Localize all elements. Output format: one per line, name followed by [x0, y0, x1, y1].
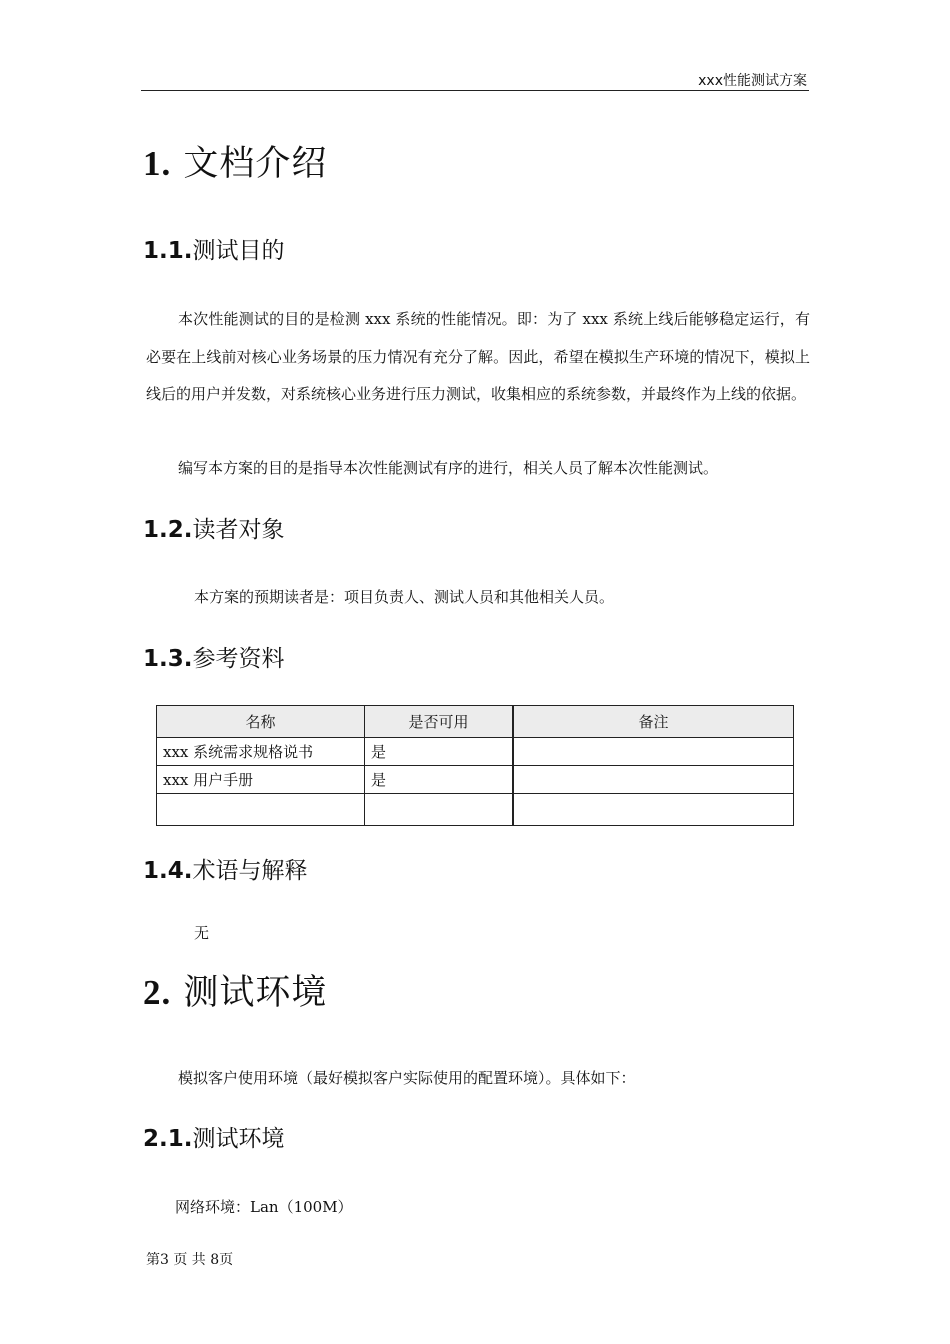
- heading-1-1-title: 测试目的: [192, 238, 285, 264]
- heading-1-3-title: 参考资料: [192, 646, 285, 672]
- table-header-row: [157, 706, 794, 738]
- table-cell: xxx 系统需求规格说书: [157, 738, 365, 766]
- table-cell: [157, 794, 365, 826]
- purpose-paragraph-2: 编写本方案的目的是指导本次性能测试有序的进行，相关人员了解本次性能测试。: [178, 459, 719, 477]
- environment-intro-text: 模拟客户使用环境（最好模拟客户实际使用的配置环境）。具体如下：: [178, 1069, 636, 1087]
- table-cell: [513, 794, 794, 826]
- column-header-remarks: 备注: [513, 706, 794, 738]
- table-cell: [513, 766, 794, 794]
- heading-1-4-title: 术语与解释: [192, 858, 308, 884]
- column-header-available: 是否可用: [365, 706, 514, 738]
- heading-1-1: [143, 232, 284, 265]
- page-header-title: xxx性能测试方案: [698, 73, 807, 89]
- heading-2-1-number: 2.1.: [143, 1126, 193, 1152]
- table-cell: 是: [365, 766, 514, 794]
- heading-2-title: 测试环境: [183, 973, 328, 1013]
- heading-1-2-title: 读者对象: [192, 517, 285, 543]
- heading-1-4-number: 1.4.: [143, 858, 193, 884]
- heading-2: [143, 965, 327, 1015]
- heading-1: [143, 136, 327, 186]
- heading-1-title: 文档介绍: [183, 144, 328, 184]
- network-environment-text: 网络环境：Lan（100M）: [175, 1198, 353, 1216]
- heading-1-number: 1.: [143, 144, 172, 183]
- column-header-name: 名称: [157, 706, 365, 738]
- heading-1-3-number: 1.3.: [143, 646, 193, 672]
- page-footer: 第3 页 共 8页: [146, 1252, 234, 1268]
- heading-1-4: [143, 852, 307, 885]
- table-row: [157, 766, 794, 794]
- terms-text: 无: [194, 924, 210, 942]
- header-divider: [141, 90, 809, 91]
- purpose-paragraph-1: 本次性能测试的目的是检测 xxx 系统的性能情况。即：为了 xxx 系统上线后能够稳定运行，有必要在上线前对核心业务场景的压力情况有充分了解。因此，希望在模拟生产环境的情况下，模拟上线后的用户并发数，对系统核心业务进行压力测试，收集相应的系统参数，并最终作为上线的依据。: [146, 310, 810, 403]
- audience-text: 本方案的预期读者是：项目负责人、测试人员和其他相关人员。: [194, 588, 615, 606]
- table-cell: xxx 用户手册: [157, 766, 365, 794]
- table-row: [157, 794, 794, 826]
- heading-1-1-number: 1.1.: [143, 238, 193, 264]
- heading-1-2: [143, 511, 284, 544]
- heading-2-1: [143, 1120, 284, 1153]
- heading-1-3: [143, 640, 284, 673]
- table-row: [157, 738, 794, 766]
- reference-table: [156, 705, 794, 826]
- table-cell: [513, 738, 794, 766]
- table-cell: [365, 794, 514, 826]
- heading-2-1-title: 测试环境: [192, 1126, 285, 1152]
- table-cell: 是: [365, 738, 514, 766]
- heading-1-2-number: 1.2.: [143, 517, 193, 543]
- heading-2-number: 2.: [143, 973, 172, 1012]
